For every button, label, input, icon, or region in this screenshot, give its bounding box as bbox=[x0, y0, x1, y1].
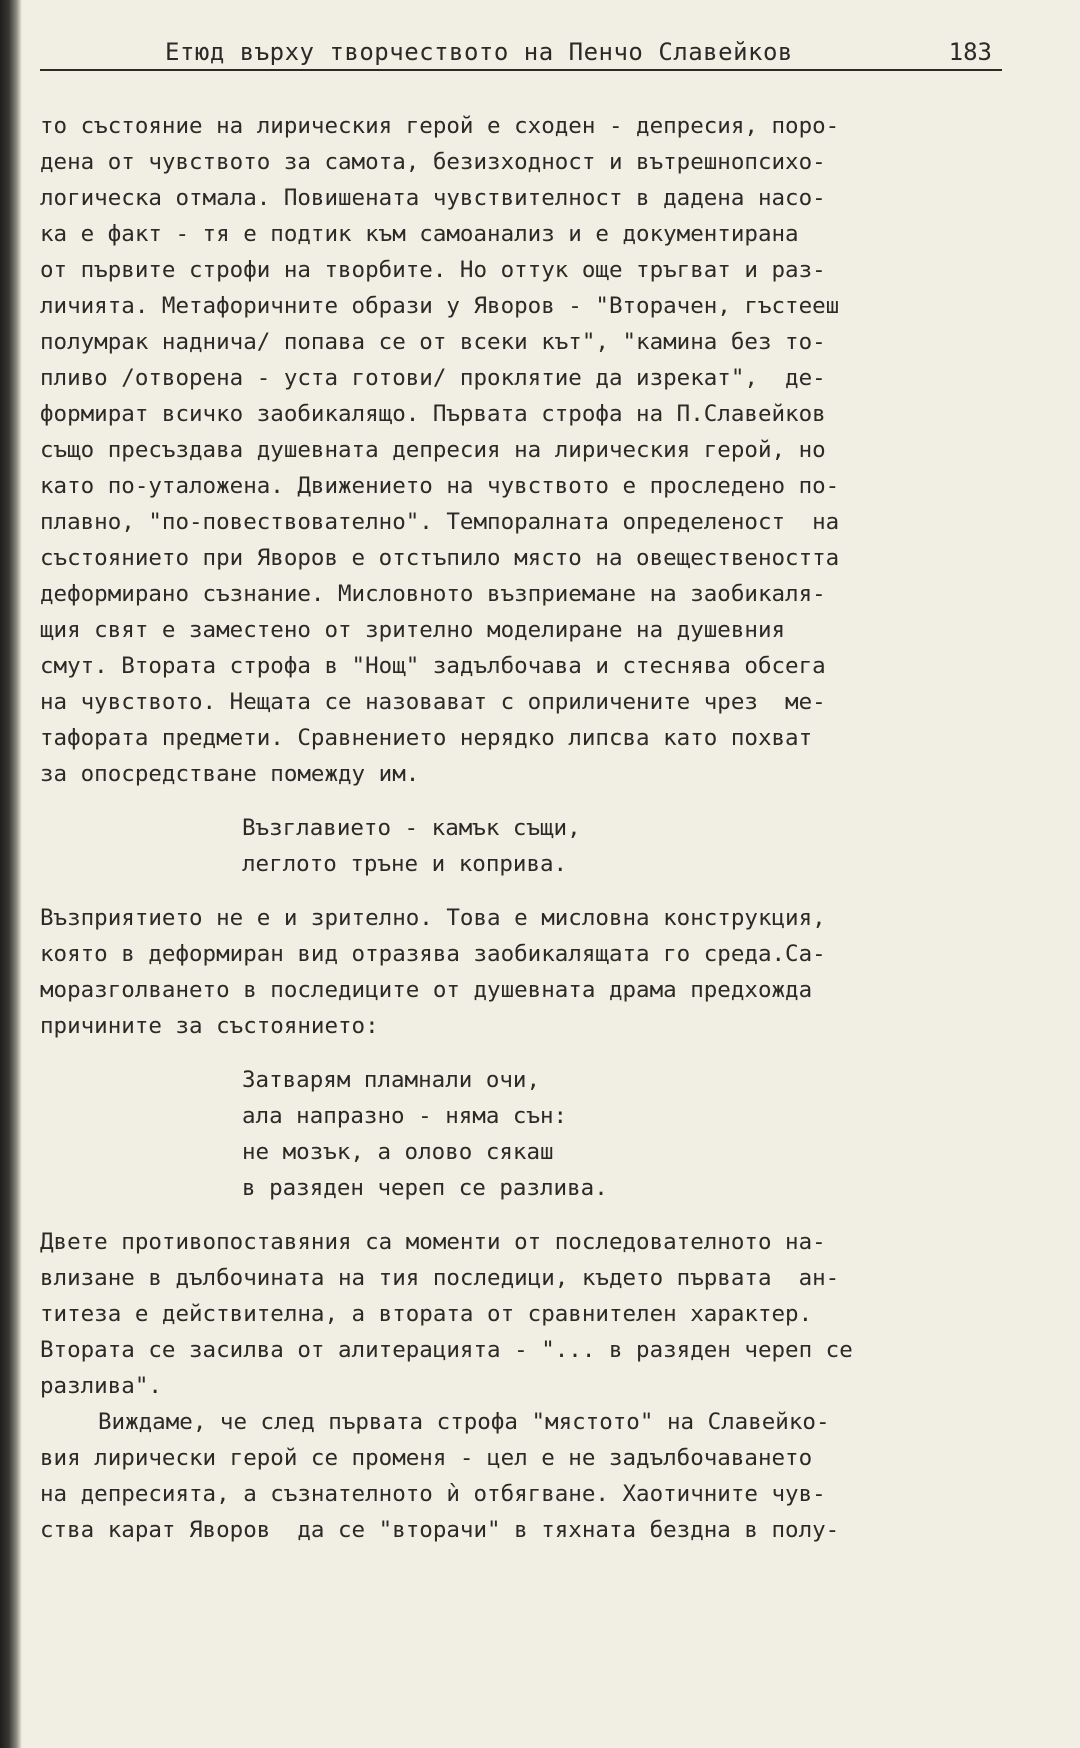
verse-line: Възглавието - камък същи, bbox=[242, 815, 581, 841]
text-line: от първите строфи на творбите. Но оттук още тръгват и раз- bbox=[40, 257, 826, 283]
verse-quote-1 bbox=[40, 810, 1030, 882]
text-line: влизане в дълбочината на тия последици, където първата ан- bbox=[40, 1265, 840, 1291]
body-text bbox=[40, 108, 1030, 1548]
page-number: 183 bbox=[948, 38, 992, 66]
book-spine-shadow bbox=[0, 0, 22, 1748]
spacer bbox=[40, 792, 1030, 810]
verse-quote-2 bbox=[40, 1062, 1030, 1206]
paragraph-2 bbox=[40, 900, 1030, 1044]
text-line: за опосредстване помежду им. bbox=[40, 761, 420, 787]
paragraph-3 bbox=[40, 1224, 1030, 1404]
text-line: личията. Метафоричните образи у Яворов - "Вторачен, гъстееш bbox=[40, 293, 840, 319]
verse-line: леглото тръне и коприва. bbox=[242, 851, 568, 877]
text-line: пливо /отворена - уста готови/ проклятие да изрекат", де- bbox=[40, 365, 826, 391]
text-line: на чувството. Нещата се назовават с оприличените чрез ме- bbox=[40, 689, 826, 715]
text-line: то състояние на лирическия герой е сходен - депресия, поро- bbox=[40, 113, 840, 139]
text-line: смут. Втората строфа в "Нощ" задълбочава и стеснява обсега bbox=[40, 653, 826, 679]
verse-line: в разяден череп се разлива. bbox=[242, 1175, 608, 1201]
text-line: полумрак надничa/ попава се от всеки кът", "камина без то- bbox=[40, 329, 826, 355]
text-line: състоянието при Яворов е отстъпило място на овеществеността bbox=[40, 545, 840, 571]
text-line: деформирано съзнание. Мисловното възприемане на заобикаля- bbox=[40, 581, 826, 607]
text-line: титеза е действителна, а втората от сравнителен характер. bbox=[40, 1301, 813, 1327]
text-line: също пресъздава душевната депресия на лирическия герой, но bbox=[40, 437, 826, 463]
verse-line: Затварям пламнали очи, bbox=[242, 1067, 541, 1093]
text-line: Възприятието не е и зрително. Това е мисловна конструкция, bbox=[40, 905, 826, 931]
spacer bbox=[40, 1044, 1030, 1062]
text-line: на депресията, а съзнателното ѝ отбягване. Хаотичните чув- bbox=[40, 1481, 826, 1507]
text-line: вия лирически герой се променя - цел е не задълбочаването bbox=[40, 1445, 813, 1471]
text-line: причините за състоянието: bbox=[40, 1013, 379, 1039]
spacer bbox=[40, 882, 1030, 900]
text-line: формират всичко заобикалящо. Първата строфа на П.Славейков bbox=[40, 401, 826, 427]
paragraph-4 bbox=[40, 1404, 1030, 1548]
text-line: тафората предмети. Сравнението нерядко липсва като похват bbox=[40, 725, 813, 751]
text-line: Втората се засилва от алитерацията - "... в разяден череп се bbox=[40, 1337, 853, 1363]
text-line: моразголването в последиците от душевната драма предхожда bbox=[40, 977, 813, 1003]
text-line: логическа отмала. Повишената чувствителност в дадена насо- bbox=[40, 185, 826, 211]
text-line: Двете противопоставяния са моменти от последователното на- bbox=[40, 1229, 826, 1255]
text-line: ства карат Яворов да се "вторачи" в тяхната бездна в полу- bbox=[40, 1517, 840, 1543]
text-line: щия свят е заместено от зрително моделиране на душевния bbox=[40, 617, 786, 643]
book-page bbox=[40, 0, 1040, 1748]
running-title: Етюд върху творчеството на Пенчо Славейков bbox=[165, 38, 793, 66]
verse-line: не мозък, а олово сякаш bbox=[242, 1139, 554, 1165]
text-line: като по-уталожена. Движението на чувството е проследено по- bbox=[40, 473, 840, 499]
text-line: ка е факт - тя е подтик към самоанализ и е документирана bbox=[40, 221, 799, 247]
text-line: дена от чувството за самота, безизходност и вътрешнопсихо- bbox=[40, 149, 826, 175]
paragraph-1 bbox=[40, 108, 1030, 792]
text-line: която в деформиран вид отразява заобикалящата го среда.Са- bbox=[40, 941, 826, 967]
text-line: разлива". bbox=[40, 1373, 162, 1399]
text-line: Виждаме, че след първата строфа "мястото" на Славейко- bbox=[98, 1409, 830, 1435]
page-header bbox=[40, 38, 1002, 72]
header-rule bbox=[40, 69, 1002, 71]
text-line: плавно, "по-повествователно". Темпоралната определеност на bbox=[40, 509, 840, 535]
spacer bbox=[40, 1206, 1030, 1224]
verse-line: ала напразно - няма сън: bbox=[242, 1103, 568, 1129]
